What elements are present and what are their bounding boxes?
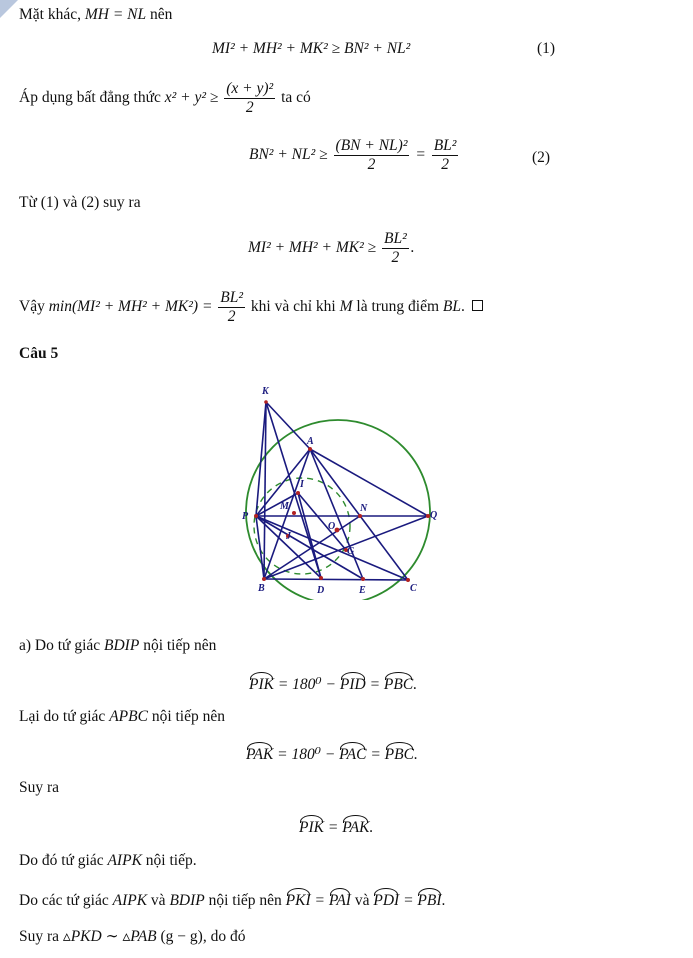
text: Lại do tứ giác	[19, 708, 106, 725]
geometry-figure	[228, 378, 468, 600]
label-K: K	[262, 386, 269, 397]
text: và	[150, 892, 166, 909]
equation-4	[249, 672, 417, 694]
math: .	[413, 746, 418, 763]
text-line-1	[19, 6, 172, 24]
section-heading: Câu 5	[19, 345, 59, 362]
math: BN² + NL² ≥	[249, 146, 328, 164]
angle: PBI	[417, 888, 441, 910]
fraction	[218, 289, 245, 326]
math: =	[403, 892, 414, 909]
text: Do đó tứ giác	[19, 852, 104, 869]
denominator: 2	[391, 249, 400, 266]
text: là trung điểm	[356, 298, 440, 316]
text: .	[441, 892, 446, 909]
angle: PAC	[339, 742, 366, 764]
text-line-part-d	[19, 888, 445, 910]
math: =	[314, 892, 325, 909]
numerator: (x + y)²	[226, 80, 274, 97]
label-P: P	[242, 511, 249, 522]
label-D: D	[317, 585, 325, 596]
label-O: O	[328, 521, 336, 532]
label-A: A	[307, 436, 314, 447]
angle: PAI	[329, 888, 351, 910]
math: MH = NL	[84, 6, 147, 23]
angle: PAK	[246, 742, 273, 764]
math: MI² + MH² + MK² ≥ BN² + NL²	[212, 40, 411, 57]
math: AIPK	[112, 892, 148, 909]
math: BDIP	[169, 892, 205, 909]
angle: PDI	[373, 888, 399, 910]
label-E: E	[359, 585, 366, 596]
math: MI² + MH² + MK² ≥	[248, 239, 377, 257]
math: BDIP	[104, 637, 140, 654]
math: = 180⁰ −	[277, 676, 336, 693]
text: nội tiếp nên	[151, 708, 225, 725]
math: .	[410, 239, 415, 257]
text: và	[354, 892, 370, 909]
angle: PID	[340, 672, 366, 694]
math: = 180⁰ −	[277, 746, 336, 763]
math: =	[415, 146, 426, 164]
text-line-suy-ra: Suy ra	[19, 779, 60, 796]
label-J: J	[286, 531, 291, 542]
fraction	[334, 137, 410, 174]
math: M	[339, 298, 353, 316]
math: .	[369, 819, 374, 836]
text: nên	[150, 6, 173, 23]
text-line-part-a	[19, 637, 216, 655]
fraction	[432, 137, 459, 174]
numerator: (BN + NL)²	[335, 137, 408, 154]
label-C: C	[410, 583, 417, 594]
text: khi và chỉ khi	[250, 298, 336, 316]
math: =	[369, 676, 381, 693]
equation-3	[248, 230, 415, 267]
text-line-conclusion	[19, 289, 483, 326]
text: (g − g), do đó	[160, 928, 246, 945]
text: .	[461, 298, 465, 316]
text: a) Do tứ giác	[19, 637, 101, 654]
angle: PKI	[286, 888, 311, 910]
text: Áp dụng bất đẳng thức	[19, 89, 161, 107]
equation-5	[246, 742, 418, 764]
math: =	[370, 746, 381, 763]
text-line-5: Từ (1) và (2) suy ra	[19, 194, 141, 211]
math: ▵PKD ∼ ▵PAB	[62, 928, 157, 945]
label-N: N	[360, 503, 368, 514]
angle: PAK	[342, 815, 369, 837]
equation-1	[212, 40, 410, 58]
angle: PIK	[299, 815, 324, 837]
text: Suy ra	[19, 928, 60, 945]
text-line-part-e	[19, 927, 245, 946]
denominator: 2	[441, 156, 449, 173]
math: APBC	[109, 708, 148, 725]
text-line-part-c	[19, 852, 197, 870]
label-G: G	[347, 546, 355, 557]
denominator: 2	[227, 308, 236, 325]
label-M: M	[280, 501, 289, 512]
figure-lines	[256, 402, 428, 580]
numerator: BL²	[433, 137, 457, 154]
numerator: BL²	[384, 230, 407, 247]
angle: PBC	[385, 742, 414, 764]
equation-2	[249, 137, 460, 174]
math: AIPK	[107, 852, 142, 869]
math: x² + y² ≥	[164, 89, 219, 107]
text: Do các tứ giác	[19, 892, 109, 909]
math: min(MI² + MH² + MK²) =	[48, 298, 213, 316]
text: Mặt khác,	[19, 6, 81, 23]
text: nội tiếp nên	[143, 637, 217, 654]
equation-6	[299, 815, 373, 837]
denominator: 2	[245, 99, 254, 116]
text: Vậy	[19, 298, 45, 316]
angle: PBC	[384, 672, 413, 694]
angle: PIK	[249, 672, 274, 694]
math: =	[327, 819, 339, 836]
label-I: I	[300, 479, 304, 490]
math: BL	[442, 298, 462, 316]
fraction	[224, 80, 275, 117]
qed-square-icon	[472, 300, 483, 311]
equation-number-1: (1)	[537, 40, 556, 57]
math: .	[413, 676, 418, 693]
text-line-inequality	[19, 80, 311, 117]
text: ta có	[281, 89, 311, 107]
equation-number-2: (2)	[532, 149, 551, 166]
fraction	[382, 230, 409, 267]
label-B: B	[258, 583, 265, 594]
text: nội tiếp nên	[208, 892, 282, 909]
text: nội tiếp.	[145, 852, 197, 869]
label-Q: Q	[430, 510, 438, 521]
numerator: BL²	[220, 289, 244, 306]
denominator: 2	[367, 156, 376, 173]
text-line-part-b	[19, 708, 225, 726]
page-corner-decoration	[0, 0, 18, 18]
